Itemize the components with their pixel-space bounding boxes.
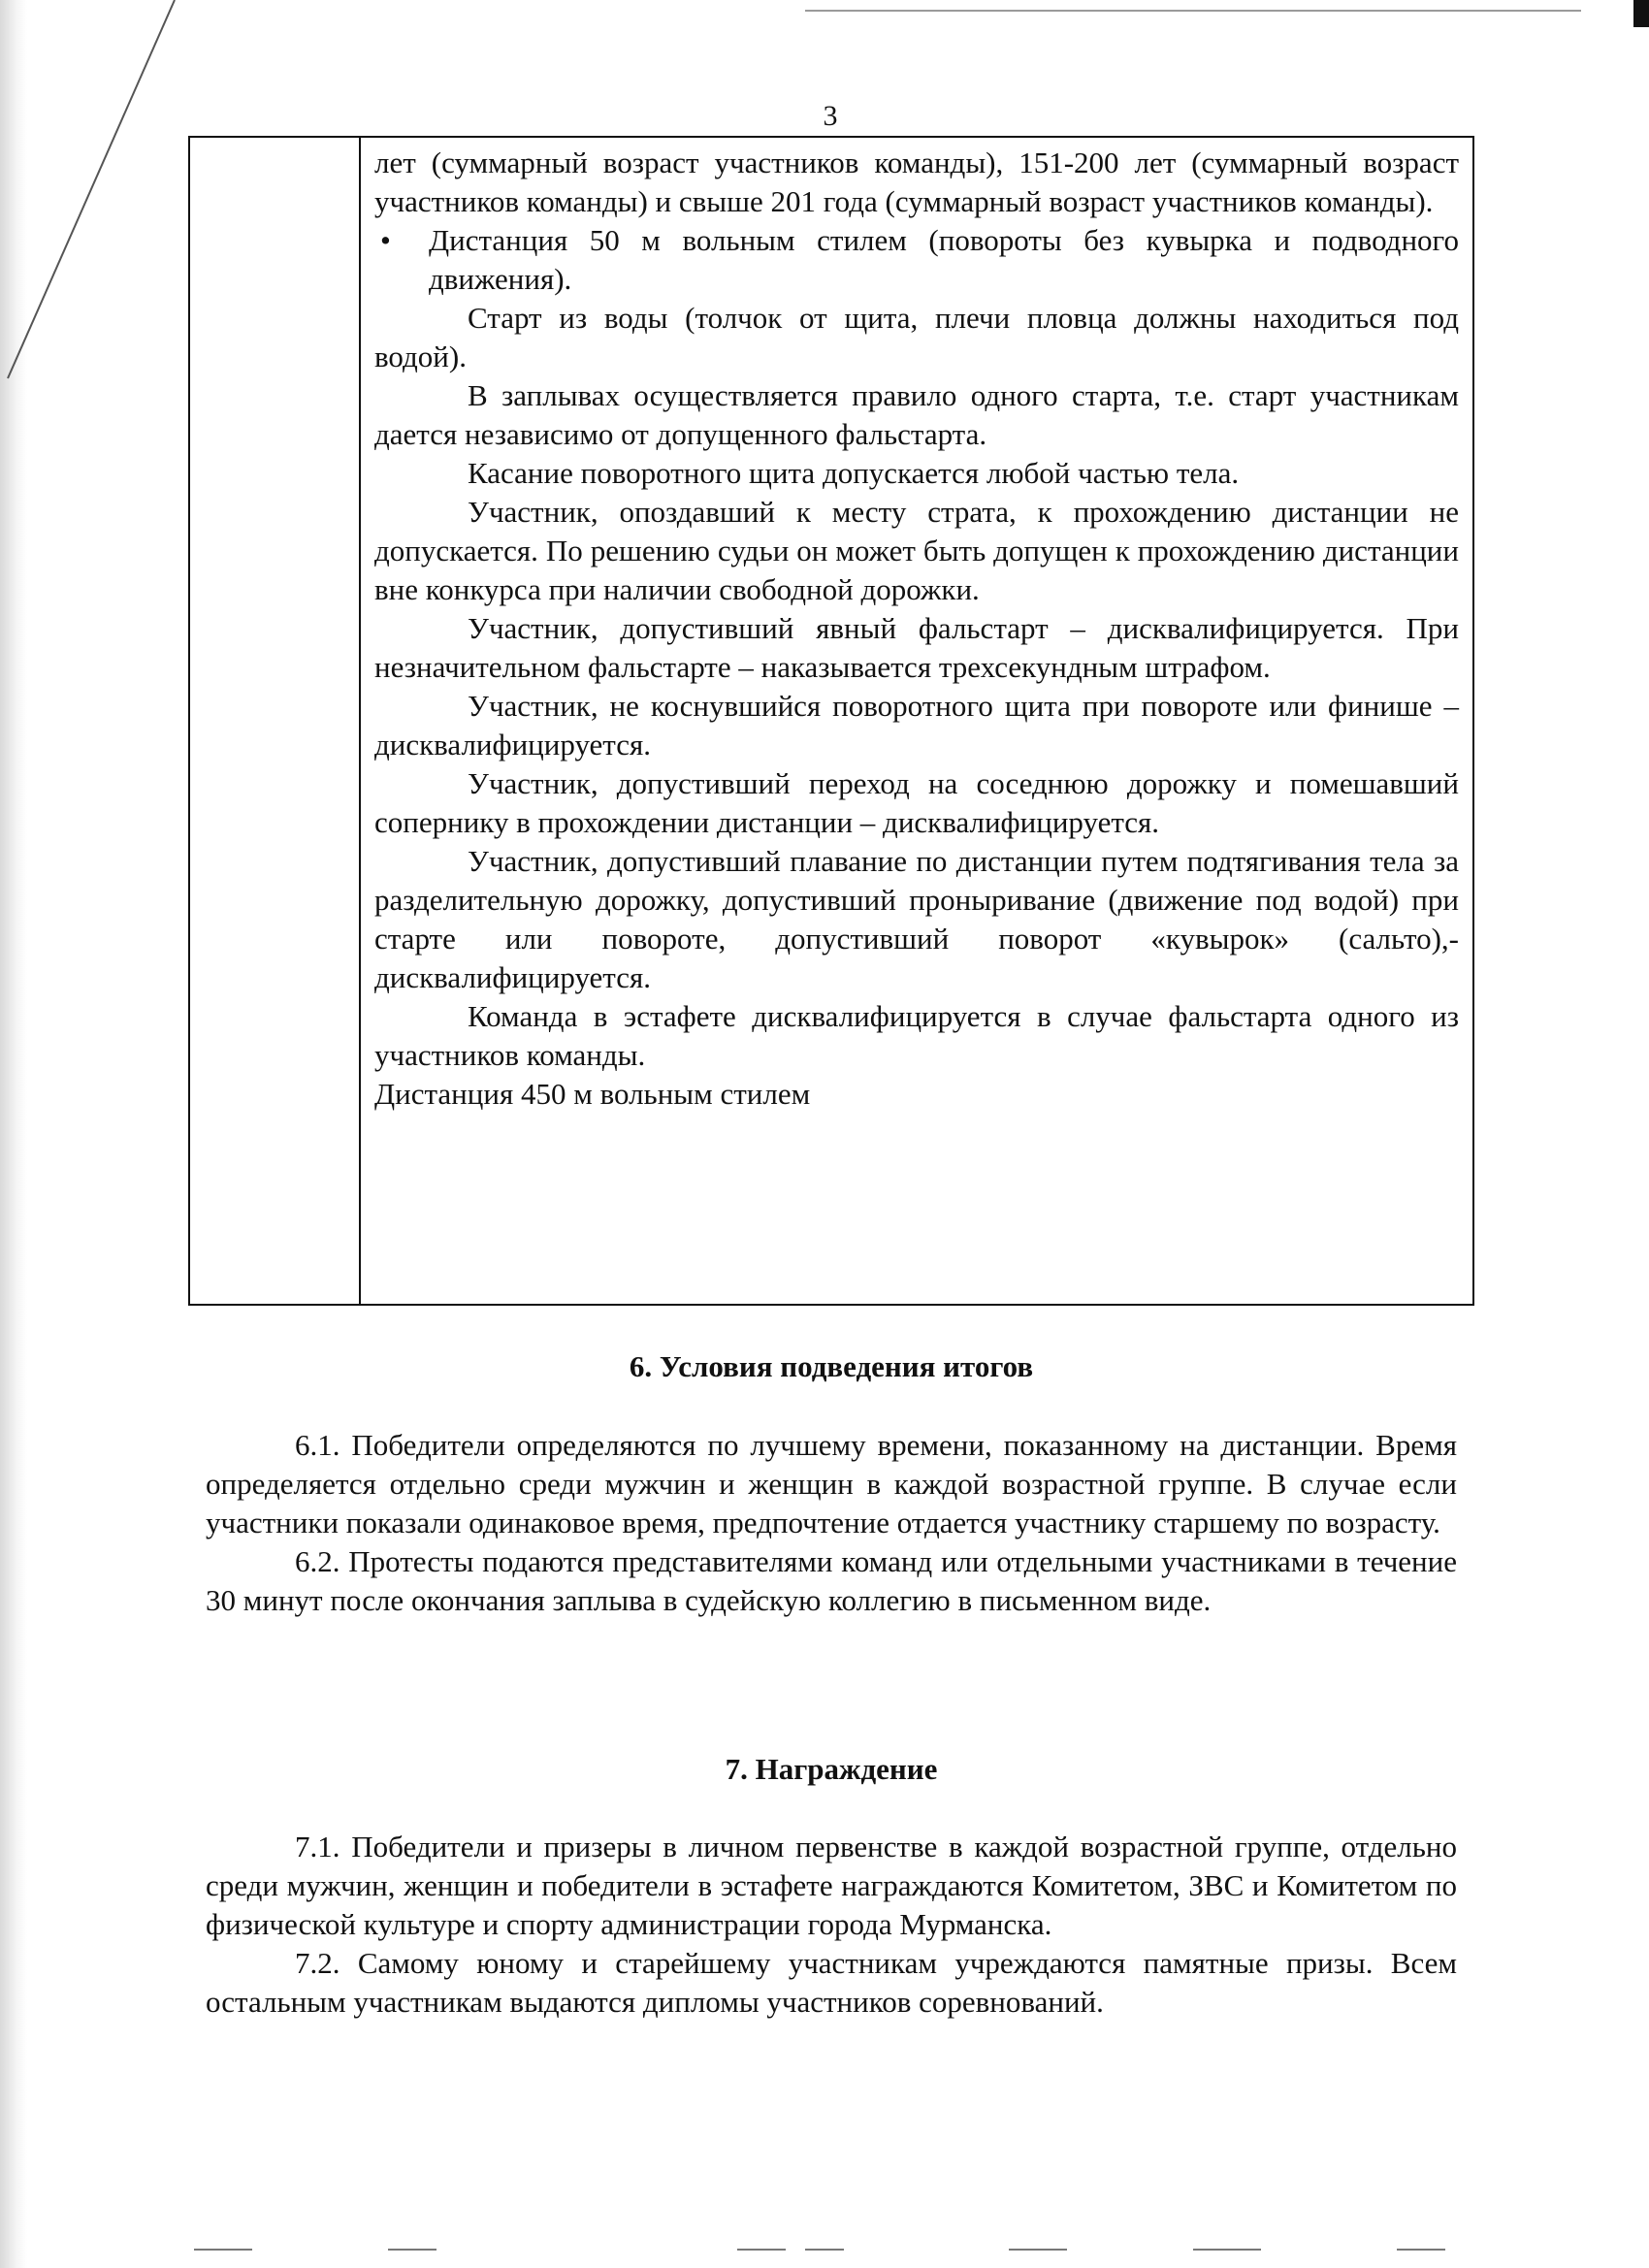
distance-bullet-text: Дистанция 50 м вольным стилем (повороты без кувырка и подводного движения).: [429, 223, 1459, 296]
distance-bullet-item: [374, 221, 1459, 299]
section-7-paragraph: 7.2. Самому юному и старейшему участникам учреждаются памятные призы. Всем остальным участникам выдаются дипломы участников соревнований.: [206, 1946, 1457, 2019]
scan-fold-line: [0, 0, 184, 388]
section-6-body: [206, 1426, 1457, 1620]
section-6-heading-wrap: [206, 1347, 1457, 1386]
rule-paragraph: В заплывах осуществляется правило одного старта, т.е. старт участникам дается независимо от допущенного фальстарта.: [374, 378, 1459, 451]
rules-table: [188, 136, 1474, 1306]
rule-paragraph: Старт из воды (толчок от щита, плечи пловца должны находиться под водой).: [374, 301, 1459, 373]
scan-corner-mark: [1633, 0, 1649, 27]
table-right-cell: [361, 138, 1472, 1304]
scan-bottom-marks: [0, 2249, 1649, 2252]
bullet-icon: •: [380, 223, 391, 257]
rule-paragraph: Участник, допустивший плавание по дистанции путем подтягивания тела за разделительную дорожку, допустивший проныривание (движение под водой) при старте или повороте, допустивший поворот «кувырок» (сальто),- дисквалифицируется.: [374, 844, 1459, 994]
rule-paragraph: Участник, допустивший переход на соседнюю дорожку и помешавший сопернику в прохождении дистанции – дисквалифицируется.: [374, 766, 1459, 839]
section-7-heading-wrap: [206, 1750, 1457, 1789]
age-groups-text: лет (суммарный возраст участников команды), 151-200 лет (суммарный возраст участников команды) и свыше 201 года (суммарный возраст участников команды).: [374, 146, 1459, 218]
rule-paragraph: Участник, не коснувшийся поворотного щита при повороте или финише – дисквалифицируется.: [374, 689, 1459, 761]
section-7-body: [206, 1828, 1457, 2022]
scan-top-line: [805, 10, 1581, 12]
distance-450-line: Дистанция 450 м вольным стилем: [374, 1077, 811, 1111]
section-7-heading: 7. Награждение: [725, 1752, 938, 1786]
rule-paragraph: Касание поворотного щита допускается любой частью тела.: [468, 456, 1240, 490]
rule-paragraph: Участник, допустивший явный фальстарт – дисквалифицируется. При незначительном фальстарте – наказывается трехсекундным штрафом.: [374, 611, 1459, 684]
table-left-cell: [190, 138, 361, 1304]
section-6-paragraph: 6.2. Протесты подаются представителями команд или отдельными участниками в течение 30 минут после окончания заплыва в судейскую коллегию в письменном виде.: [206, 1544, 1457, 1617]
page-number: 3: [823, 100, 838, 132]
section-6-heading: 6. Условия подведения итогов: [629, 1349, 1034, 1383]
section-7-paragraph: 7.1. Победители и призеры в личном первенстве в каждой возрастной группе, отдельно среди мужчин, женщин и победители в эстафете награждаются Комитетом, ЗВС и Комитетом по физической культуре и спорту администрации города Мурманска.: [206, 1830, 1457, 1941]
rule-paragraph: Команда в эстафете дисквалифицируется в случае фальстарта одного из участников команды.: [374, 999, 1459, 1072]
rule-paragraph: Участник, опоздавший к месту страта, к прохождению дистанции не допускается. По решению судьи он может быть допущен к прохождению дистанции вне конкурса при наличии свободной дорожки.: [374, 495, 1459, 606]
section-6-paragraph: 6.1. Победители определяются по лучшему времени, показанному на дистанции. Время определяется отдельно среди мужчин и женщин в каждой возрастной группе. В случае если участники показали одинаковое время, предпочтение отдается участнику старшему по возрасту.: [206, 1428, 1457, 1539]
